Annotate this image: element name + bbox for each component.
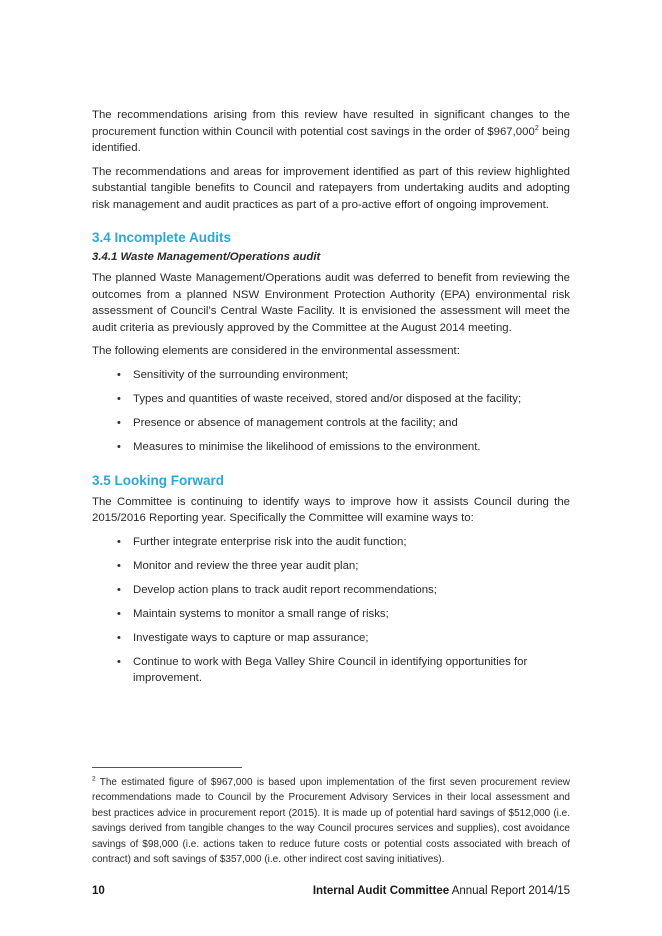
list-item (92, 367, 570, 383)
list-item (92, 654, 570, 686)
footnote-reference[interactable]: 2 (534, 124, 539, 132)
bullet-icon: • (117, 583, 121, 596)
list-item-text: Continue to work with Bega Valley Shire Council in identifying opportunities for improvement. (133, 655, 528, 684)
report-title-bold: Internal Audit Committee (312, 885, 450, 897)
list-item (92, 439, 570, 455)
intro-paragraph-2: The recommendations and areas for improvement identified as part of this review highlighted substantial tangible benefits to Council and ratepayers from undertaking audits and adopting risk management and audit practices as part of a pro-active effort of ongoing improvement. (92, 165, 570, 211)
list-item-text: Sensitivity of the surrounding environment; (133, 368, 349, 381)
footnote-divider (92, 767, 242, 768)
page-body (92, 107, 570, 694)
report-title (313, 885, 570, 897)
list-item-text: Investigate ways to capture or map assurance; (133, 631, 369, 644)
list-item (92, 558, 570, 574)
footnote-text: The estimated figure of $967,000 is based upon implementation of the first seven procurement review recommendations made to Council by the Procurement Advisory Services in their local assessment and best practices advice in procurement report (2015). It is made up of potential hard savings of $512,000 (i.e. savings derived from tangible changes to the way Council procures services and supplies), cost avoidance savings of $98,000 (i.e. actions taken to reduce future costs or potential costs associated with breach of contract) and soft savings of $357,000 (i.e. other indirect cost saving initiatives). (92, 777, 570, 866)
waste-audit-paragraph: The planned Waste Management/Operations audit was deferred to benefit from reviewing the outcomes from a planned NSW Environment Protection Authority (EPA) environmental risk assessment of Council’s Central Waste Facility. It is envisioned the assessment will meet the audit criteria as previously approved by the Committee at the August 2014 meeting. (92, 272, 570, 334)
list-item (92, 391, 570, 407)
bullet-icon: • (117, 559, 121, 572)
bullet-icon: • (117, 368, 121, 381)
section-heading-looking-forward: 3.5 Looking Forward (92, 472, 225, 488)
section-looking-forward (92, 473, 570, 686)
section-incomplete-audits (92, 230, 570, 455)
list-item (92, 534, 570, 550)
intro-paragraph-1-tail: being identified. (92, 125, 571, 154)
footnote (92, 775, 570, 867)
list-item-text: Measures to minimise the likelihood of emissions to the environment. (133, 440, 481, 453)
list-item-text: Types and quantities of waste received, stored and/or disposed at the facility; (133, 392, 522, 405)
list-item (92, 630, 570, 646)
list-item (92, 415, 570, 431)
bullet-icon: • (117, 440, 121, 453)
environmental-elements-list (92, 367, 570, 455)
intro-section (92, 107, 570, 213)
list-item-text: Further integrate enterprise risk into the audit function; (133, 535, 407, 548)
list-item (92, 582, 570, 598)
bullet-icon: • (117, 631, 121, 644)
bullet-icon: • (117, 607, 121, 620)
intro-paragraph-1 (92, 107, 570, 157)
list-item (92, 606, 570, 622)
intro-paragraph-1-text: The recommendations arising from this review have resulted in significant changes to the procurement function within Council with potential cost savings in the order of $967,000 (92, 109, 570, 138)
list-item-text: Develop action plans to track audit report recommendations; (133, 583, 437, 596)
looking-forward-list (92, 534, 570, 686)
bullet-icon: • (117, 392, 121, 405)
page-footer (92, 885, 570, 901)
bullet-icon: • (117, 416, 121, 429)
section-heading-incomplete-audits: 3.4 Incomplete Audits (92, 230, 232, 245)
environmental-assessment-intro: The following elements are considered in the environmental assessment: (92, 345, 460, 357)
subsection-heading-waste-management: 3.4.1 Waste Management/Operations audit (92, 251, 321, 263)
list-item-text: Monitor and review the three year audit plan; (133, 559, 359, 572)
bullet-icon: • (117, 535, 121, 548)
footnote-marker: 2 (92, 775, 96, 783)
looking-forward-paragraph: The Committee is continuing to identify ways to improve how it assists Council during the 2015/2016 Reporting year. Specifically the Committee will examine ways to: (92, 495, 570, 524)
page-number: 10 (92, 885, 105, 897)
report-title-regular: Annual Report 2014/15 (451, 885, 570, 897)
list-item-text: Maintain systems to monitor a small range of risks; (133, 607, 389, 620)
list-item-text: Presence or absence of management controls at the facility; and (133, 416, 458, 429)
bullet-icon: • (117, 655, 121, 668)
